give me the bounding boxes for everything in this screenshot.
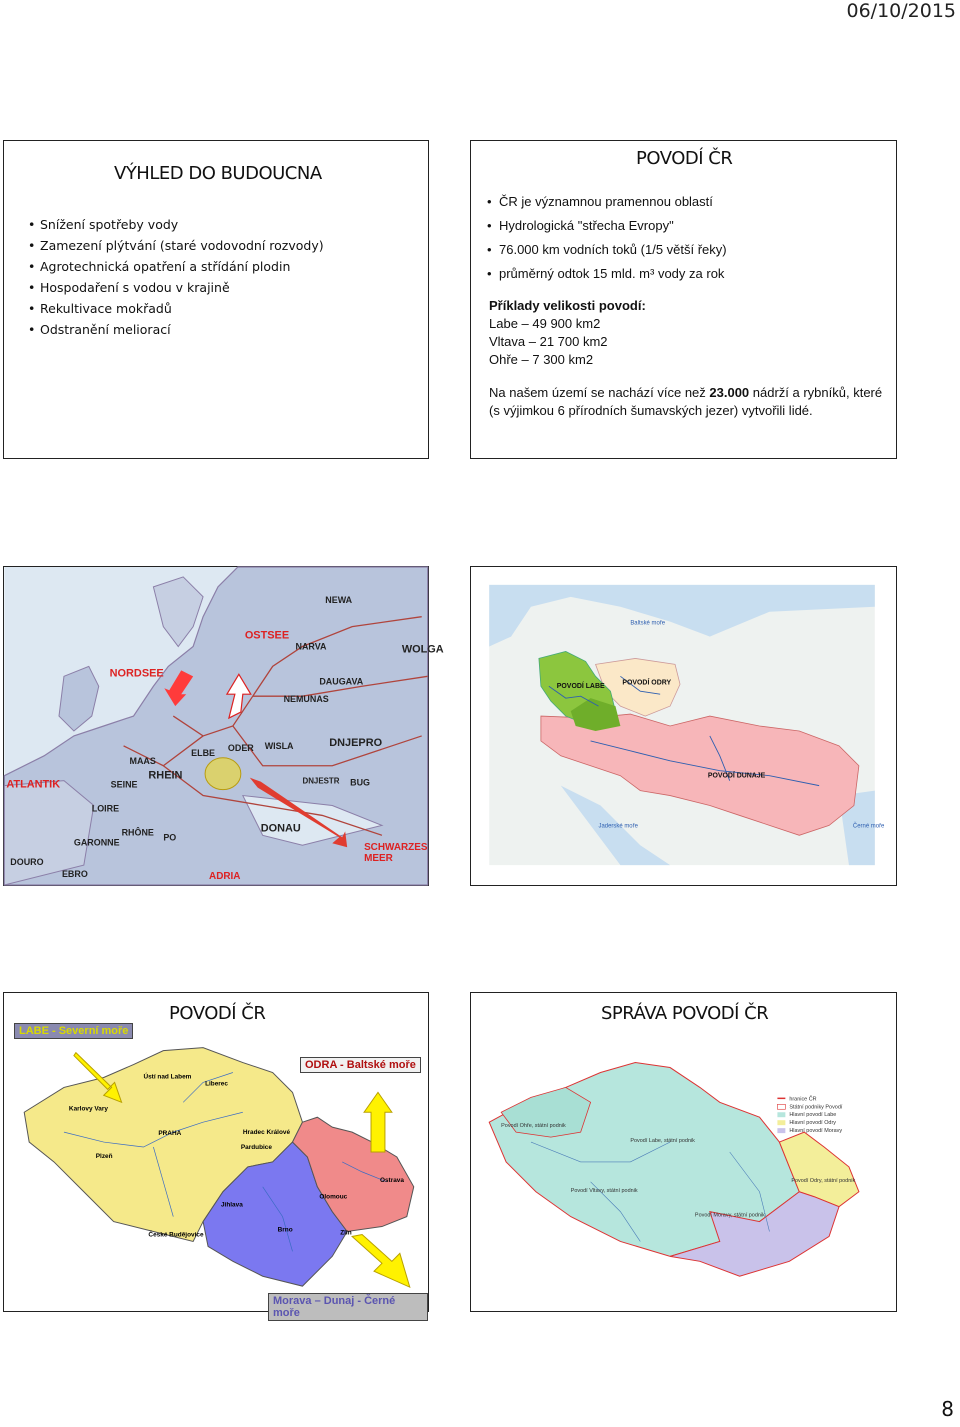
- map-label: DONAU: [260, 822, 301, 835]
- bullet-item: • ČR je významnou pramennou oblastí: [487, 190, 727, 214]
- map-label: WOLGA: [401, 643, 444, 656]
- bullet-item: • Snížení spotřeby vody: [28, 214, 324, 235]
- bullet-item: • průměrný odtok 15 mld. m³ vody za rok: [487, 262, 727, 286]
- czech-basins-map: [4, 993, 428, 1311]
- page-number: 8: [941, 1397, 954, 1421]
- morava-sea-label: Morava – Dunaj - Černé moře: [268, 1293, 428, 1321]
- example-item: Labe – 49 900 km2: [489, 316, 601, 331]
- map-label: OSTSEE: [244, 629, 290, 642]
- bullet-item: • Rekultivace mokřadů: [28, 298, 324, 319]
- region-label: Povodí Labe, státní podnik: [630, 1138, 695, 1145]
- slide-title: SPRÁVA POVODÍ ČR: [601, 1003, 769, 1024]
- map-label: Jaderské moře: [598, 823, 638, 830]
- map-label: DNJEPRO: [329, 736, 383, 749]
- bullet-item: • Hydrologická "střecha Evropy": [487, 214, 727, 238]
- slide-europe-map: [3, 566, 444, 886]
- bullet-item: • Odstranění meliorací: [28, 319, 324, 340]
- central-europe-basins-map: [471, 567, 896, 885]
- legend-swatch: [777, 1120, 785, 1125]
- odra-sea-label: ODRA - Baltské moře: [300, 1057, 421, 1073]
- slide-povodi-text: [470, 140, 897, 459]
- map-label: WISLA: [264, 740, 294, 751]
- map-label: PO: [163, 832, 177, 843]
- city-label: Jihlava: [220, 1201, 243, 1209]
- legend-item: Hlavní povodí Odry: [789, 1120, 837, 1127]
- date-header: 06/10/2015: [846, 0, 956, 22]
- map-label: LOIRE: [91, 803, 120, 814]
- city-label: PRAHA: [158, 1130, 182, 1138]
- map-label: ELBE: [191, 747, 215, 758]
- city-label: Ostrava: [379, 1176, 404, 1184]
- map-label: SCHWARZES MEER: [364, 842, 428, 865]
- map-label: RHEIN: [148, 769, 183, 782]
- city-label: Pardubice: [240, 1144, 272, 1152]
- map-label: POVODÍ LABE: [556, 683, 605, 691]
- map-label: POVODÍ DUNAJE: [707, 772, 766, 780]
- legend-item: Hlavní povodí Moravy: [789, 1128, 843, 1135]
- city-label: Olomouc: [319, 1193, 348, 1201]
- map-label: SEINE: [110, 779, 138, 790]
- city-label: Brno: [277, 1226, 293, 1234]
- map-label: RHÔNE: [121, 827, 154, 838]
- map-label: NEMUNAS: [283, 694, 329, 705]
- example-item: Ohře – 7 300 km2: [489, 352, 594, 367]
- map-label: BUG: [350, 777, 371, 788]
- map-label: NARVA: [295, 641, 327, 652]
- note-number: 23.000: [709, 385, 750, 400]
- slide-vyhled: [3, 140, 429, 459]
- slide-title: POVODÍ ČR: [636, 148, 733, 169]
- slide-central-europe-map: [470, 566, 897, 886]
- note-text: nádrží a rybníků, které (s výjimkou 6 přírodních šumavských jezer) vytvořili lidé.: [489, 385, 883, 418]
- region-label: Povodí Ohře, státní podnik: [501, 1123, 566, 1130]
- legend-swatch: [777, 1112, 785, 1117]
- map-label: NORDSEE: [109, 667, 164, 680]
- map-label: DAUGAVA: [319, 676, 364, 687]
- map-label: POVODÍ ODRY: [622, 679, 672, 687]
- bullet-item: • Agrotechnická opatření a střídání plodin: [28, 256, 324, 277]
- city-label: Karlovy Vary: [68, 1105, 108, 1113]
- map-label: ODER: [227, 742, 254, 753]
- note-text: Na našem území se nachází více než: [489, 385, 710, 400]
- legend-swatch: [777, 1104, 785, 1109]
- europe-basins-map: [4, 567, 444, 885]
- legend-item: Hlavní povodí Labe: [789, 1112, 837, 1119]
- map-label: MAAS: [129, 755, 156, 766]
- map-label: EBRO: [61, 869, 88, 880]
- reservoirs-note: [489, 384, 884, 420]
- examples-block: [489, 297, 646, 369]
- region-label: Povodí Vltavy, státní podnik: [570, 1187, 638, 1194]
- map-label: GARONNE: [73, 837, 120, 848]
- example-item: Vltava – 21 700 km2: [489, 334, 608, 349]
- bullet-list: [487, 190, 727, 286]
- labe-sea-label: LABE - Severní moře: [14, 1023, 133, 1039]
- map-label: DNJESTR: [302, 776, 340, 786]
- region-label: Povodí Moravy, státní podnik: [694, 1212, 765, 1219]
- river-basin-authorities-map: [471, 993, 896, 1311]
- map-label: Baltské moře: [630, 620, 666, 627]
- legend-item: Státní podniky Povodí: [789, 1104, 843, 1111]
- slide-sprava-povodi: [470, 992, 897, 1312]
- city-label: Ústí nad Labem: [143, 1073, 192, 1081]
- city-label: Plzeň: [95, 1152, 113, 1160]
- slide-title: POVODÍ ČR: [169, 1003, 266, 1024]
- city-label: České Budějovice: [148, 1231, 204, 1239]
- city-label: Liberec: [205, 1080, 228, 1088]
- slide-povodi-cr-map: [3, 992, 429, 1319]
- bullet-item: • Hospodaření s vodou v krajině: [28, 277, 324, 298]
- examples-heading: Příklady velikosti povodí:: [489, 298, 646, 313]
- slide-title: VÝHLED DO BUDOUCNA: [114, 163, 322, 184]
- legend-swatch: [777, 1128, 785, 1133]
- legend-item: hranice ČR: [789, 1096, 817, 1103]
- bullet-item: • Zamezení plýtvání (staré vodovodní rozvody): [28, 235, 324, 256]
- map-label: DOURO: [10, 857, 44, 868]
- city-label: Zlín: [340, 1229, 352, 1237]
- map-label: ATLANTIK: [6, 778, 61, 791]
- bullet-list: [28, 214, 324, 340]
- map-label: ADRIA: [209, 871, 241, 883]
- bullet-item: • 76.000 km vodních toků (1/5 větší řeky): [487, 238, 727, 262]
- city-label: Hradec Králové: [242, 1129, 291, 1137]
- region-label: Povodí Odry, státní podnik: [791, 1177, 856, 1184]
- map-label: NEWA: [325, 594, 353, 605]
- map-label: Černé moře: [852, 823, 885, 830]
